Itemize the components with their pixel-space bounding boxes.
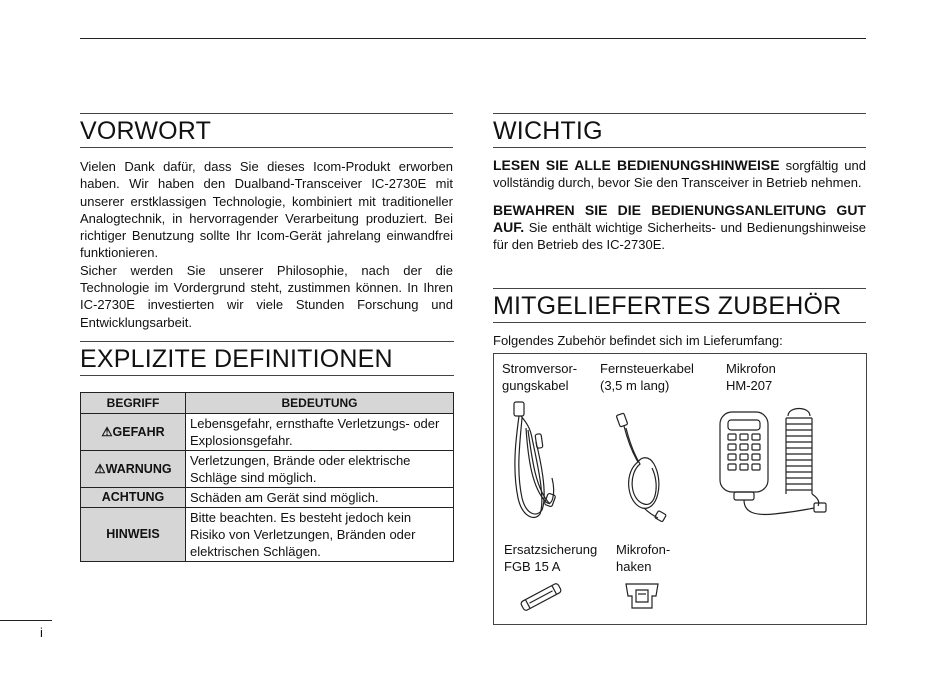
term-cell: ⚠WARNUNG (81, 451, 186, 488)
column-header-term: BEGRIFF (81, 393, 186, 414)
fuse-label-line2: FGB 15 A (504, 559, 561, 574)
fuse-illustration (516, 582, 566, 612)
hook-label (616, 541, 670, 575)
microphone-illustration (714, 402, 854, 522)
wichtig-paragraph-2 (493, 202, 866, 254)
wichtig-heading: WICHTIG (493, 113, 866, 148)
remote-cable-label (600, 360, 694, 394)
left-column (80, 113, 453, 331)
remote-cable-label-line2: (3,5 m lang) (600, 378, 670, 393)
wichtig-text-1: sorgfältig und vollständig durch, bevor Sie den Transceiver in Betrieb nehmen. (493, 158, 866, 191)
accessories-intro: Folgendes Zubehör befindet sich im Lieferumfang: (493, 333, 783, 348)
vorwort-paragraph-2: Sicher werden Sie unserer Philosophie, nach der die Technologie im Vordergrund steht, zustimmen können. In Ihren IC-2730E investierten wir viele Stunden Forschung und Entwicklungsarbeit. (80, 262, 453, 330)
term-cell: ACHTUNG (81, 488, 186, 508)
table-row (81, 508, 454, 562)
hook-label-line2: haken (616, 559, 652, 574)
table-row (81, 451, 454, 488)
fuse-label (504, 541, 597, 575)
vorwort-paragraph-1: Vielen Dank dafür, dass Sie dieses Icom-Produkt erworben haben. Wir haben den Dualband-Transceiver IC-2730E mit unserer erstklassigen Technologie, kombiniert mit traditioneller Analogtechnik, in hervorragender Verarbeitung produziert. Bei richtiger Benutzung sollte Ihr Icom-Gerät jahrelang einwandfrei funktionieren. (80, 159, 453, 261)
remote-cable-label-line1: Fernsteuerkabel (600, 361, 694, 376)
meaning-cell: Bitte beachten. Es besteht jedoch kein Risiko von Verletzungen, Bränden oder elektrischen Schlägen. (186, 508, 454, 562)
vorwort-heading: VORWORT (80, 113, 453, 148)
meaning-cell: Verletzungen, Brände oder elektrische Schläge sind möglich. (186, 451, 454, 488)
hook-label-line1: Mikrofon- (616, 542, 671, 557)
definitions-heading: EXPLIZITE DEFINITIONEN (80, 341, 454, 376)
power-cable-label (502, 360, 577, 394)
meaning-cell: Schäden am Gerät sind möglich. (186, 488, 454, 508)
meaning-cell: Lebensgefahr, ernsthafte Verletzungs- oder Explosionsgefahr. (186, 414, 454, 451)
microphone-label-line2: HM-207 (726, 378, 773, 393)
accessories-heading: MITGELIEFERTES ZUBEHÖR (493, 288, 866, 323)
wichtig-bold-2: BEWAHREN SIE DIE BEDIENUNGSANLEITUNG GUT AUF. (493, 201, 866, 235)
power-cable-label-line2: gungskabel (502, 378, 569, 393)
top-rule (80, 38, 866, 39)
term-cell: HINWEIS (81, 508, 186, 562)
wichtig-paragraph-1 (493, 157, 866, 192)
remote-cable-illustration (614, 412, 674, 522)
definitions-table (80, 392, 454, 562)
right-column (493, 113, 866, 253)
fuse-label-line1: Ersatzsicherung (504, 542, 598, 557)
table-row (81, 488, 454, 508)
page-number-rule (0, 620, 52, 621)
column-header-meaning: BEDEUTUNG (186, 393, 454, 414)
wichtig-text-2: Sie enthält wichtige Sicherheits- und Bedienungshinweise für den Betrieb des IC-2730E. (493, 219, 866, 253)
table-row (81, 414, 454, 451)
microphone-label-line1: Mikrofon (726, 361, 776, 376)
microphone-label (726, 360, 776, 394)
microphone-hook-illustration (622, 580, 662, 612)
power-cable-illustration (506, 398, 566, 526)
term-cell: ⚠GEFAHR (81, 414, 186, 451)
table-header-row (81, 393, 454, 414)
power-cable-label-line1: Stromversor- (502, 361, 578, 376)
accessories-box (493, 353, 867, 625)
definitions-section (80, 341, 454, 562)
page-number: i (40, 625, 43, 640)
wichtig-bold-1: LESEN SIE ALLE BEDIENUNGSHINWEISE (493, 157, 780, 173)
accessories-section (493, 288, 866, 349)
